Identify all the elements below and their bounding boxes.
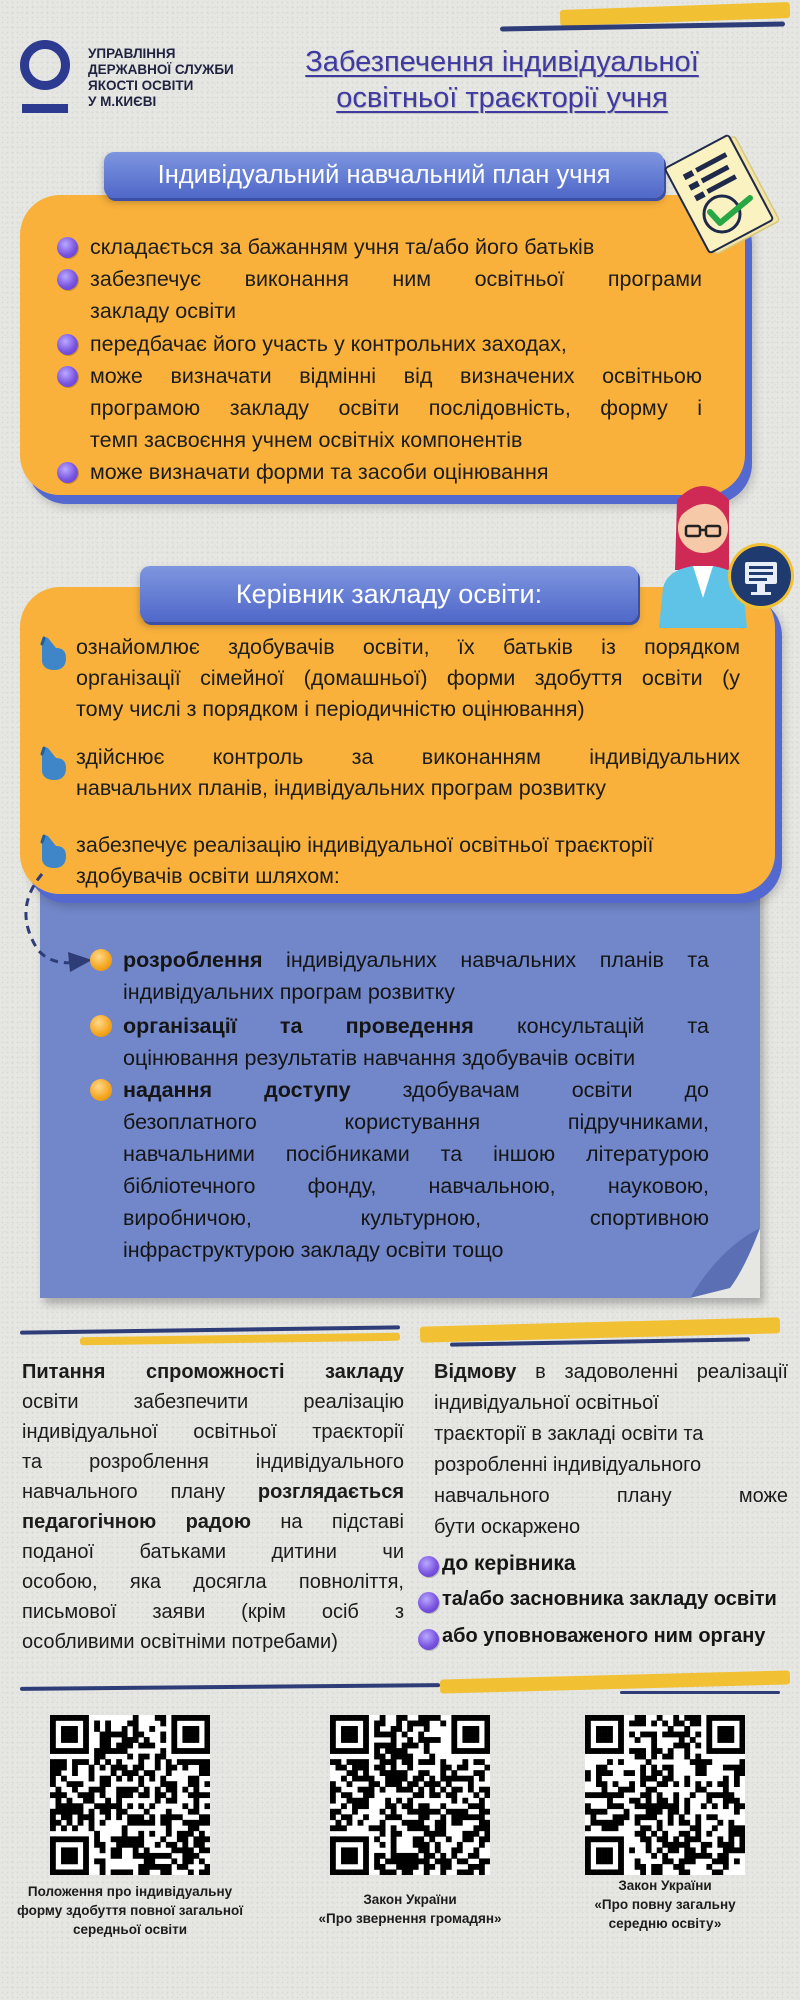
pointing-hand-icon	[38, 634, 68, 674]
pointing-hand-icon	[38, 832, 68, 872]
left-column-line: поданої батьками дитини чи	[22, 1541, 404, 1563]
bullet-icon	[418, 1629, 439, 1650]
qr-caption: Закон України «Про звернення громадян»	[318, 1892, 502, 1926]
page-title: Забезпечення індивідуальної освітньої траєкторії учня	[305, 46, 699, 114]
left-column-line: та розроблення індивідуального	[22, 1451, 404, 1473]
divider-stripes-bottom	[20, 1675, 790, 1695]
left-column-line: освіти забезпечити реалізацію	[22, 1391, 404, 1413]
bullet-icon	[57, 334, 78, 355]
bullet-icon	[57, 269, 78, 290]
qr-caption: Положення про індивідуальну форму здобуття повної загальної середньої освіти	[16, 1884, 244, 1937]
left-column-line: особливими освітніми потребами)	[22, 1631, 338, 1653]
teacher-avatar-icon	[655, 478, 795, 628]
bullet-icon	[418, 1592, 439, 1613]
bullet-icon	[57, 237, 78, 258]
appeal-list: до керівника та/або засновника закладу освіти або уповноваженого ним органу	[418, 1552, 790, 1662]
top-blue-stripe	[500, 22, 785, 32]
section1-heading: Індивідуальний навчальний план учня	[104, 152, 664, 198]
left-column-line: індивідуальної освітньої траєкторії	[22, 1421, 404, 1443]
section2-heading: Керівник закладу освіти:	[140, 566, 638, 622]
qr-caption: Закон України «Про повну загальну середню освіту»	[594, 1878, 736, 1931]
logo-dash-icon	[22, 104, 68, 113]
bullet-icon	[90, 1079, 112, 1101]
qr-code-regulation[interactable]	[50, 1715, 210, 1875]
bullet-icon	[57, 462, 78, 483]
bullet-icon	[90, 1015, 112, 1037]
bullet-icon	[418, 1556, 439, 1577]
dashed-arrow-icon	[8, 870, 98, 980]
pointing-hand-icon	[38, 744, 68, 784]
left-column-line: педагогічною радою на підставі	[22, 1511, 404, 1533]
qr-code-appeals-law[interactable]	[330, 1715, 490, 1875]
organization-name: УПРАВЛІННЯ ДЕРЖАВНОЇ СЛУЖБИ ЯКОСТІ ОСВІТИ У М.КИЄВІ	[88, 46, 234, 109]
bullet-icon	[57, 366, 78, 387]
left-column-text	[22, 1357, 404, 1657]
left-column-line: навчального плану розглядається	[22, 1481, 404, 1503]
qr-code-education-law[interactable]	[585, 1715, 745, 1875]
left-column-line: Питання спроможності закладу	[22, 1361, 404, 1383]
logo-ring-icon	[20, 40, 70, 90]
bullet-icon	[90, 949, 112, 971]
left-column-line: письмової заяви (крім осіб з	[22, 1601, 404, 1623]
left-column-line: особою, яка досягла повноліття,	[22, 1571, 404, 1593]
right-column-text: Відмову в задоволенні реалізації індивідуальної освітньої траєкторії в закладі освіти та розробленні індивідуального навчального плану може бути оскаржено	[434, 1361, 788, 1538]
divider-stripes-right	[420, 1322, 780, 1352]
divider-stripes-left	[20, 1328, 400, 1348]
